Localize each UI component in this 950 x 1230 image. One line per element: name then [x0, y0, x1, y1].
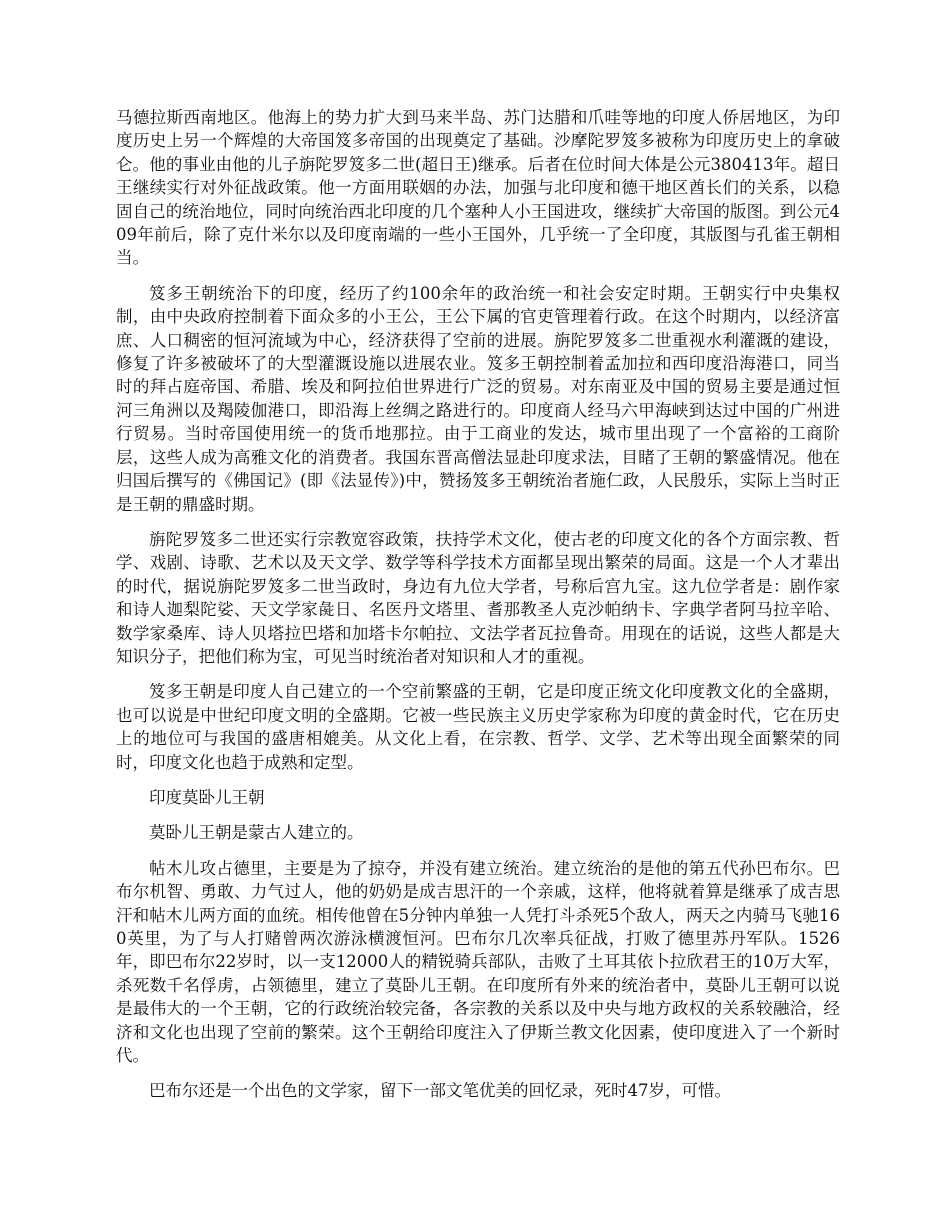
- paragraph-7: 巴布尔还是一个出色的文学家，留下一部文笔优美的回忆录，死时47岁，可惜。: [149, 1081, 731, 1101]
- document-page: [116, 106, 840, 1115]
- paragraph-3: 旃陀罗笈多二世还实行宗教宽容政策，扶持学术文化，使古老的印度文化的各个方面宗教、哲学、戏剧、诗歌、艺术以及天文学、数学等科学技术方面都呈现出繁荣的局面。这是一个人才辈出的时代，据说旃陀罗笈多二世当政时，身边有九位大学者，号称后宫九宝。这九位学者是：剧作家和诗人迦梨陀娑、天文学家彘日、名医丹文塔里、耆那教圣人克沙帕纳卡、字典学者阿马拉辛哈、数学家桑库、诗人贝塔拉巴塔和加塔卡尔帕拉、文法学者瓦拉鲁奇。用现在的话说，这些人都是大知识分子，把他们称为宝，可见当时统治者对知识和人才的重视。: [116, 529, 840, 666]
- paragraph-5: 莫卧儿王朝是蒙古人建立的。: [149, 823, 364, 843]
- paragraph-4: 笈多王朝是印度人自己建立的一个空前繁盛的王朝，它是印度正统文化印度教文化的全盛期，也可以说是中世纪印度文明的全盛期。它被一些民族主义历史学家称为印度的黄金时代，它在历史上的地位可与我国的盛唐相媲美。从文化上看，在宗教、哲学、文学、艺术等出现全面繁荣的同时，印度文化也趋于成熟和定型。: [116, 682, 840, 772]
- paragraph-1: 马德拉斯西南地区。他海上的势力扩大到马来半岛、苏门达腊和爪哇等地的印度人侨居地区，为印度历史上另一个辉煌的大帝国笈多帝国的出现奠定了基础。沙摩陀罗笈多被称为印度历史上的拿破仑。他的事业由他的儿子旃陀罗笈多二世(超日王)继承。后者在位时间大体是公元380413年。超日王继续实行对外征战政策。他一方面用联姻的办法，加强与北印度和德干地区酋长们的关系，以稳固自己的统治地位，同时向统治西北印度的几个塞种人小王国进攻，继续扩大帝国的版图。到公元409年前后，除了克什米尔以及印度南端的一些小王国外，几乎统一了全印度，其版图与孔雀王朝相当。: [116, 108, 840, 268]
- section-heading: 印度莫卧儿王朝: [149, 787, 265, 807]
- paragraph-2: 笈多王朝统治下的印度，经历了约100余年的政治统一和社会安定时期。王朝实行中央集权制，由中央政府控制着下面众多的小王公，王公下属的官吏管理着行政。在这个时期内，以经济富庶、人口稠密的恒河流域为中心，经济获得了空前的进展。旃陀罗笈多二世重视水利灌溉的建设，修复了许多被破坏了的大型灌溉设施以进展农业。笈多王朝控制着孟加拉和西印度沿海港口，同当时的拜占庭帝国、希腊、埃及和阿拉伯世界进行广泛的贸易。对东南亚及中国的贸易主要是通过恒河三角洲以及羯陵伽港口，即沿海上丝绸之路进行的。印度商人经马六甲海峡到达过中国的广州进行贸易。当时帝国使用统一的货币地那拉。由于工商业的发达，城市里出现了一个富裕的工商阶层，这些人成为高雅文化的消费者。我国东晋高僧法显赴印度求法，目睹了王朝的繁盛情况。他在归国后撰写的《佛国记》(即《法显传》)中，赞扬笈多王朝统治者施仁政，人民殷乐，实际上当时正是王朝的鼎盛时期。: [116, 283, 840, 514]
- paragraph-6: 帖木儿攻占德里，主要是为了掠夺，并没有建立统治。建立统治的是他的第五代孙巴布尔。巴布尔机智、勇敢、力气过人，他的奶奶是成吉思汗的一个亲戚，这样，他将就着算是继承了成吉思汗和帖木儿两方面的血统。相传他曾在5分钟内单独一人凭打斗杀死5个敌人，两天之内骑马飞驰160英里，为了与人打赌曾两次游泳横渡恒河。巴布尔几次率兵征战，打败了德里苏丹军队。1526年，即巴布尔22岁时，以一支12000人的精锐骑兵部队，击败了土耳其依卜拉欣君王的10万大军，杀死数千名俘虏，占领德里，建立了莫卧儿王朝。在印度所有外来的统治者中，莫卧儿王朝可以说是最伟大的一个王朝，它的行政统治较完备，各宗教的关系以及中央与地方政权的关系较融洽，经济和文化也出现了空前的繁荣。这个王朝给印度注入了伊斯兰教文化因素，使印度进入了一个新时代。: [116, 858, 840, 1066]
